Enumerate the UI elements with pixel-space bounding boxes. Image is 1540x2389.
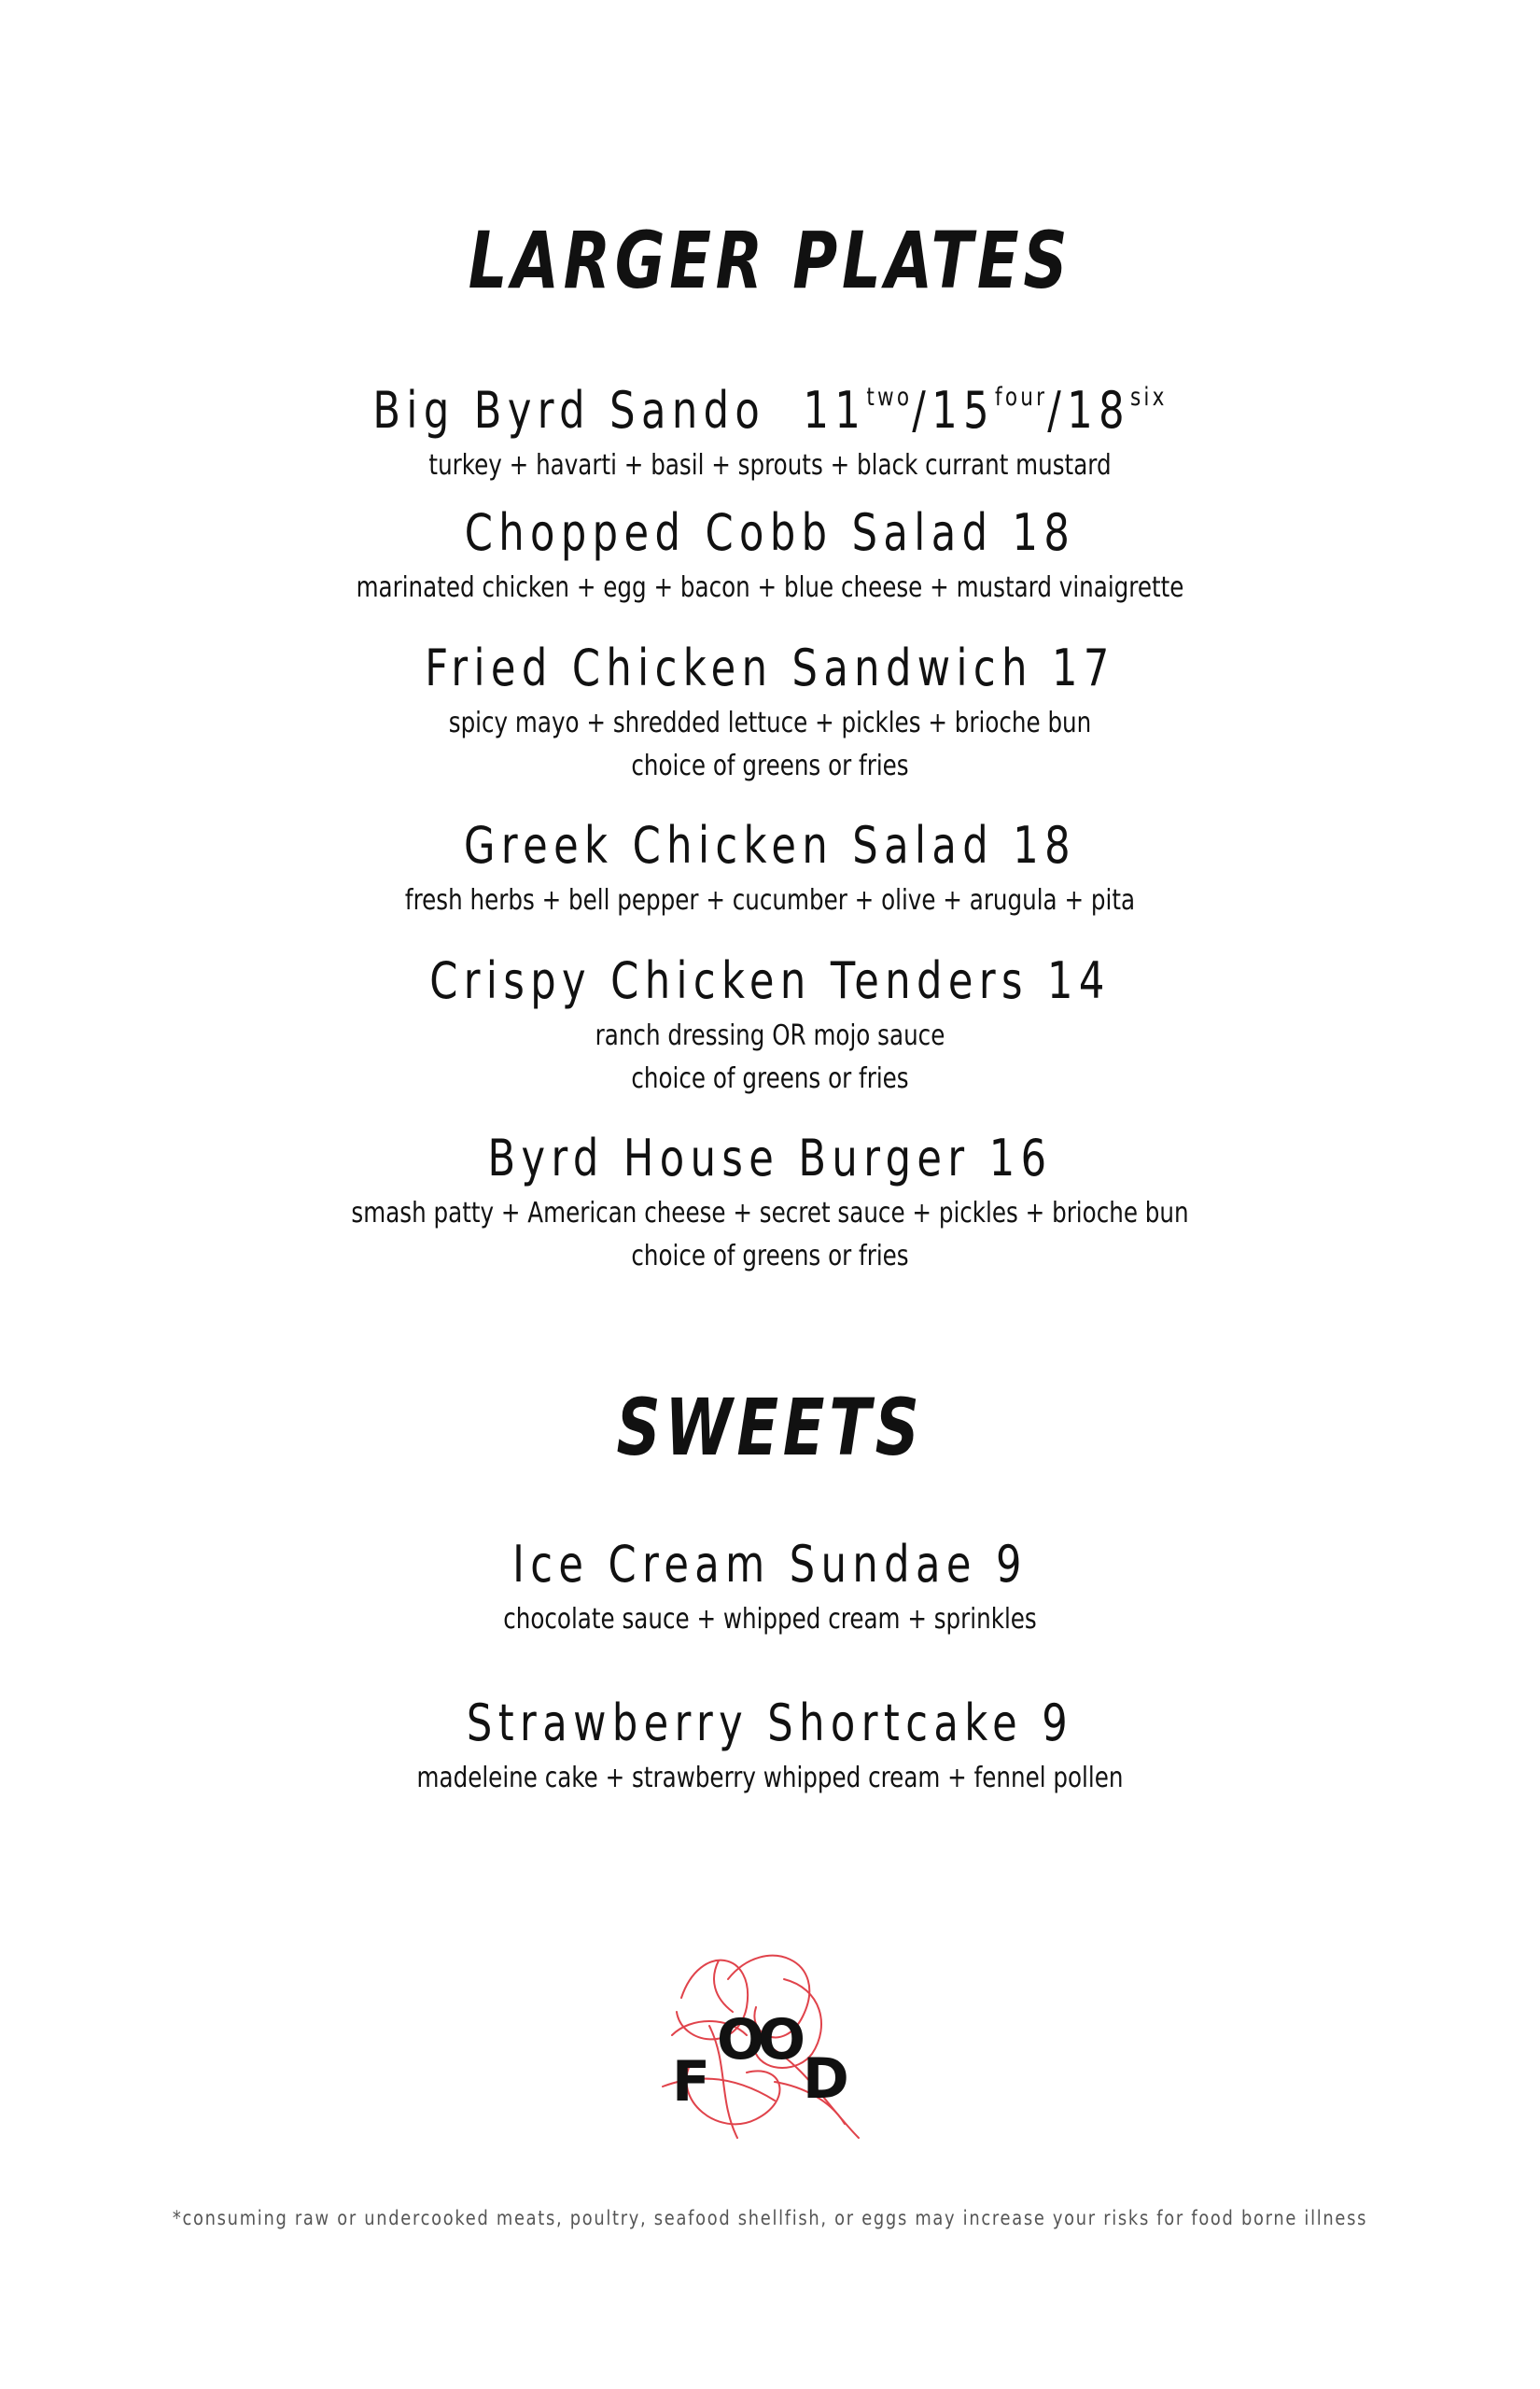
item-name: Chopped Cobb Salad 18	[464, 503, 1076, 562]
item-description: chocolate sauce + whipped cream + sprinkles	[503, 1603, 1037, 1636]
item-description: smash patty + American cheese + secret sauce + pickles + brioche bun	[351, 1197, 1189, 1230]
menu-item-cobb-salad	[0, 499, 1540, 610]
item-description: ranch dressing OR mojo sauce	[595, 1019, 945, 1052]
item-side: choice of greens or fries	[631, 1240, 909, 1272]
size-label: six	[1129, 383, 1168, 412]
menu-item-ice-cream-sundae	[0, 1531, 1540, 1641]
item-side: choice of greens or fries	[631, 1062, 909, 1095]
item-description: madeleine cake + strawberry whipped cream + fennel pollen	[416, 1762, 1124, 1794]
size-label: two	[866, 383, 913, 412]
menu-item-strawberry-shortcake	[0, 1690, 1540, 1800]
logo-letter: D	[803, 2046, 849, 2112]
menu-item-byrd-house-burger	[0, 1125, 1540, 1278]
item-description: turkey + havarti + basil + sprouts + black currant mustard	[428, 449, 1112, 482]
item-description: marinated chicken + egg + bacon + blue cheese + mustard vinaigrette	[356, 571, 1184, 604]
size-label: four	[995, 383, 1048, 412]
item-name: Fried Chicken Sandwich 17	[425, 639, 1115, 697]
menu-item-chicken-tenders	[0, 948, 1540, 1101]
menu-item-fried-chicken-sandwich	[0, 635, 1540, 788]
logo-letter: F	[672, 2049, 710, 2115]
item-name: Byrd House Burger 16	[487, 1129, 1053, 1187]
larger-plates-heading: LARGER PLATES	[468, 215, 1072, 306]
logo-letter: O	[758, 2007, 806, 2073]
item-name: Big Byrd Sando $11^{two}/15^{four}/18^{six}$	[372, 381, 1168, 440]
item-name: Crispy Chicken Tenders 14	[429, 951, 1111, 1010]
item-title: Big Byrd Sando	[372, 381, 766, 440]
food-safety-disclaimer: *consuming raw or undercooked meats, poultry, seafood shellfish, or eggs may increase your risks for food borne illness	[172, 2207, 1368, 2229]
item-side: choice of greens or fries	[631, 750, 909, 782]
sweets-heading: SWEETS	[616, 1382, 924, 1473]
item-name: Strawberry Shortcake 9	[466, 1693, 1074, 1752]
menu-item-big-byrd-sando	[0, 364, 1540, 487]
price: 15	[931, 381, 996, 440]
price: 11	[803, 381, 867, 440]
logo-letter: O	[717, 2007, 765, 2073]
price: 18	[1067, 381, 1130, 440]
item-description: fresh herbs + bell pepper + cucumber + olive + arugula + pita	[404, 884, 1136, 917]
item-name: Ice Cream Sundae 9	[512, 1535, 1028, 1594]
item-description: spicy mayo + shredded lettuce + pickles + brioche bun	[448, 707, 1092, 739]
food-logo	[644, 1923, 877, 2157]
item-name: Greek Chicken Salad 18	[464, 816, 1076, 875]
menu-item-greek-chicken-salad	[0, 812, 1540, 922]
